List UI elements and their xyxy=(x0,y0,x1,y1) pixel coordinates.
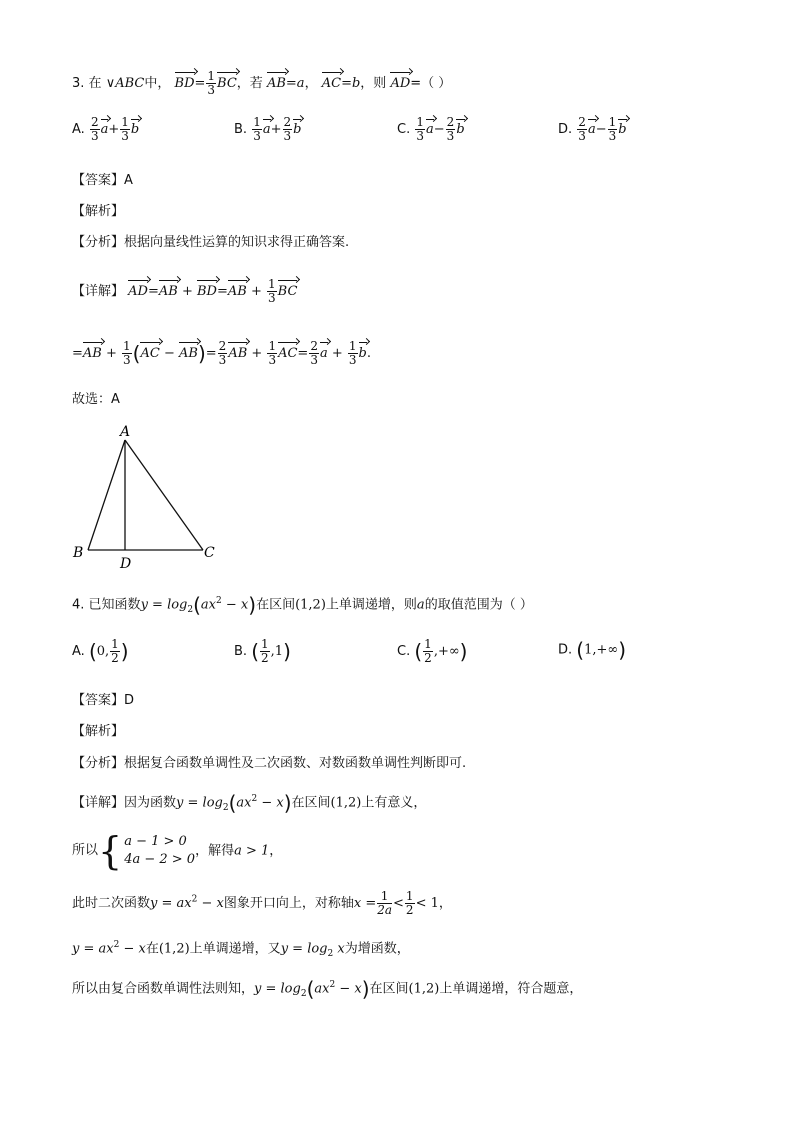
label-d: D xyxy=(120,556,132,572)
q3-option-a[interactable]: A. $\frac{2}{3}$ a+ $\frac{1}{3}$ b xyxy=(72,115,140,143)
side-ac xyxy=(125,440,203,550)
q4-option-c[interactable]: C. ( $\frac{1}{2}$ ,+∞) xyxy=(397,637,468,665)
q4-detail-4: $y = ax^2 - x$在(1,2)上单调递增，又$y = \log_2 x$为增函数， xyxy=(72,940,410,959)
vec-bc: BC xyxy=(217,76,237,91)
q4-detail-2: 所以 { a − 1 > 0 4a − 2 > 0 ，解得a > 1， xyxy=(72,829,283,873)
q4-detail-5: 所以由复合函数单调性法则知，$y = \log_2(ax^2 - x)$在区间(1,2)上单调递增，符合题意， xyxy=(72,976,583,1001)
q4-jiexi: 【解析】 xyxy=(72,724,125,739)
vec-bd: BD xyxy=(174,76,195,91)
q4-detail-1: 【详解】因为函数$y = \log_2(ax^2 - x)$在区间(1,2)上有意义， xyxy=(72,790,427,815)
q3-option-b[interactable]: B. $\frac{1}{3}$ a+ $\frac{2}{3}$ b xyxy=(234,115,302,143)
q4-option-d[interactable]: D. (1,+∞) xyxy=(558,638,627,662)
q4-answer: 【答案】D xyxy=(72,693,135,708)
q3-jiexi: 【解析】 xyxy=(72,204,125,219)
q4-stem: 4. 已知函数$y = \log_2(ax^2 - x)$在区间(1,2)上单调递增，则a的取值范围为（ ） xyxy=(72,592,533,617)
vec-ab: AB xyxy=(266,76,286,91)
q3-option-c[interactable]: C. $\frac{1}{3}$ a− $\frac{2}{3}$ b xyxy=(397,115,465,143)
q3-detail-step1: 【详解】 AD=AB + BD=AB + $\frac{1}{3}$ BC xyxy=(72,277,298,305)
q3-fenxi: 【分析】根据向量线性运算的知识求得正确答案. xyxy=(72,235,350,250)
label-b: B xyxy=(73,545,84,561)
vec-ad: AD xyxy=(390,76,411,91)
vec-ac: AC xyxy=(321,76,342,91)
label-c: C xyxy=(204,545,215,561)
q4-fenxi: 【分析】根据复合函数单调性及二次函数、对数函数单调性判断即可. xyxy=(72,756,467,771)
side-ab xyxy=(88,440,125,550)
q4-detail-3: 此时二次函数$y = ax^2 - x$图象开口向上，对称轴x = $\frac{1}{2a}$ < $\frac{1}{2}$ < 1， xyxy=(72,889,452,917)
triangle-figure xyxy=(70,422,230,572)
triangle-abc: ∨ABC xyxy=(105,76,145,91)
q3-choice: 故选：A xyxy=(72,392,120,407)
frac-one-third: $\frac{1}{3}$ xyxy=(207,69,216,97)
q4-option-a[interactable]: A. (0, $\frac{1}{2}$ ) xyxy=(72,637,129,665)
q3-answer: 【答案】A xyxy=(72,173,133,188)
q3-detail-step2: =AB + $\frac{1}{3}$ (AC − AB)= $\frac{2}{3}$ AB + $\frac{1}{3}$ AC= $\frac{2}{3}$ a + $\frac{1}{3}$ b. xyxy=(72,339,372,367)
q3-stem: 3. 在 ∨ABC中， BD= $\frac{1}{3}$ BC，若 AB=a， AC=b，则 AD=（ ） xyxy=(72,69,452,97)
label-a: A xyxy=(120,424,131,440)
q3-option-d[interactable]: D. $\frac{2}{3}$ a− $\frac{1}{3}$ b xyxy=(558,115,627,143)
q4-option-b[interactable]: B. ( $\frac{1}{2}$ ,1) xyxy=(234,637,291,665)
